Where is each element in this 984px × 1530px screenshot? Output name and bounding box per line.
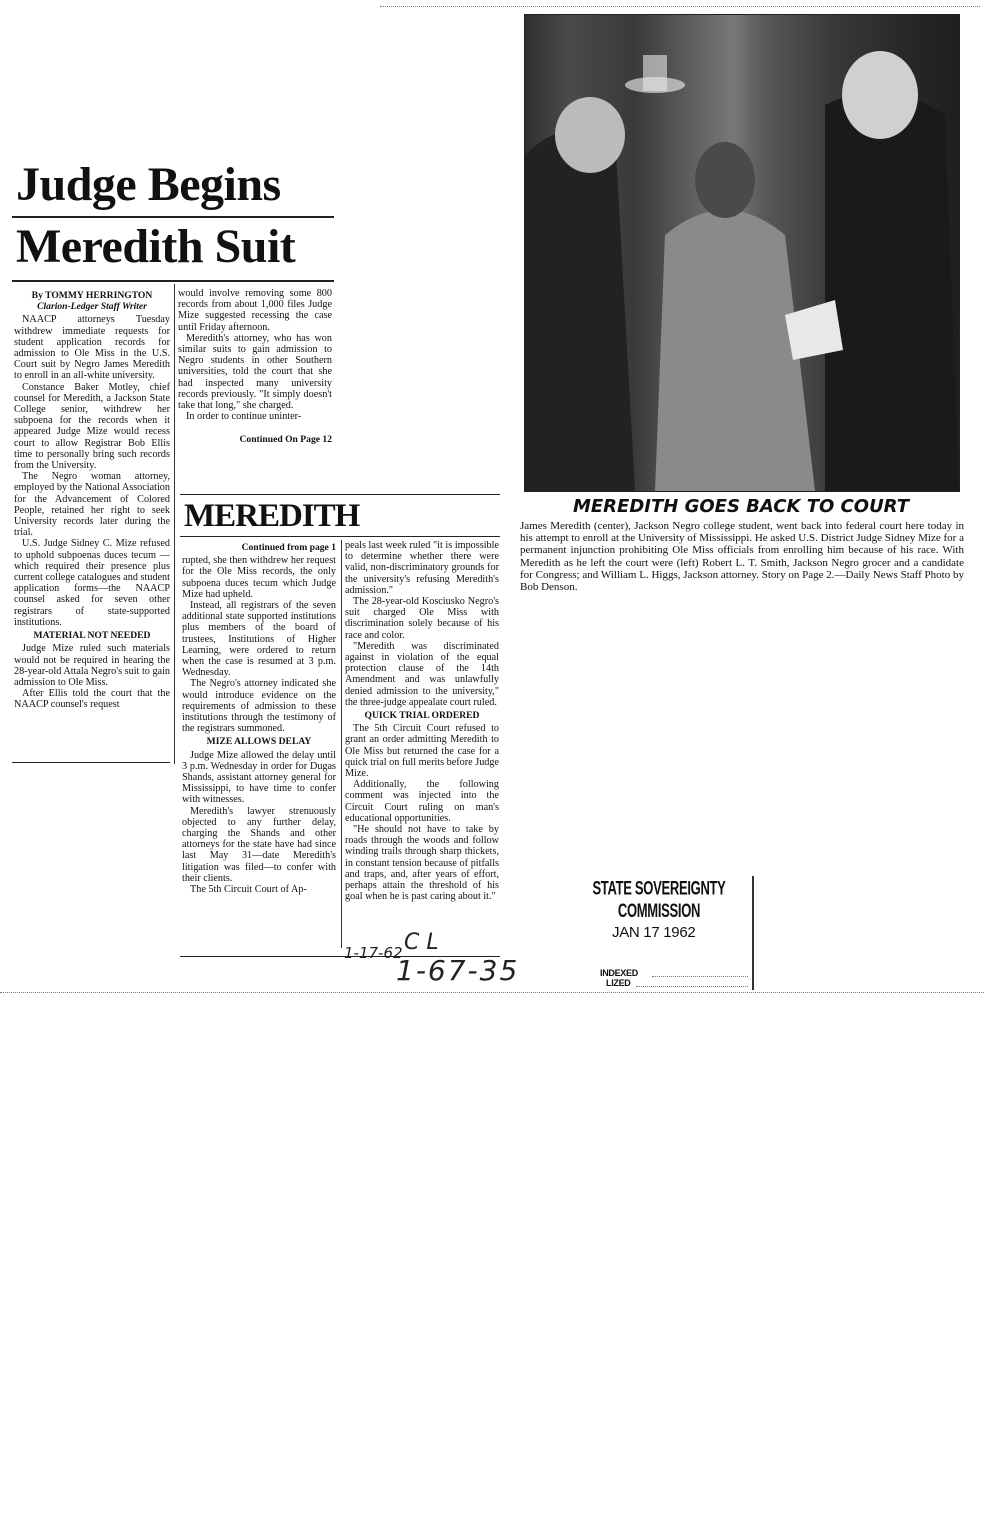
- subhead: MATERIAL NOT NEEDED: [33, 630, 151, 642]
- article-column-2: [178, 288, 332, 448]
- paragraph: "Meredith was discriminated against in violation of the equal protection clause of the 14th Amendment and was unlawfully denied admission to the university," the three-judge appealate court ruled.: [345, 640, 499, 708]
- paragraph: "He should not have to take by roads through the woods and follow winding trails through sharp thickets, in constant tension because of pitfalls and traps, and, after years of effort, perhaps attain the threshold of his goal when he is past caring about it.": [345, 824, 499, 903]
- headline-line-1: Judge Begins: [16, 158, 281, 211]
- paragraph: Instead, all registrars of the seven additional state supported institutions plus members of the board of trustees, Institutions of Higher Learning, were ordered to return when the case is resumed at 3 p.m. Wednesday.: [182, 600, 336, 679]
- paragraph: The 28-year-old Kosciusko Negro's suit charged Ole Miss with discrimination solely because of his race and color.: [345, 596, 499, 641]
- paragraph: peals last week ruled "it is impossible to determine whether there were valid, non-discriminatory grounds for the university's refusing Meredith's admission.": [345, 540, 499, 596]
- headline-line-2: Meredith Suit: [16, 220, 296, 273]
- paragraph: NAACP attorneys Tuesday withdrew immediate requests for student application records for admission to Ole Miss in the U.S. Court suit by Negro James Meredith to enroll in an all-white university.: [14, 314, 170, 382]
- byline: By TOMMY HERRINGTON: [31, 290, 153, 301]
- continuation-heading: MEREDITH: [184, 498, 360, 534]
- stamp-agency: STATE SOVEREIGNTY COMMISSION: [592, 876, 726, 922]
- paragraph: would involve removing some 800 records from about 1,000 files Judge Mize suggested recessing the case until Friday afternoon.: [178, 288, 332, 333]
- paragraph: In order to continue uninter-: [186, 411, 302, 423]
- handwritten-initials: C L: [404, 930, 439, 955]
- paragraph: After Ellis told the court that the NAACP counsel's request: [14, 688, 170, 711]
- continuation-column-a: [182, 540, 336, 895]
- handwritten-date: 1-17-62: [344, 944, 403, 962]
- paragraph: Meredith's lawyer strenuously objected to any further delay, charging the Shands and other attorneys for the state have had since last May 31—date Meredith's litigation was filed—to confer with their clients.: [182, 805, 336, 884]
- column-bottom-rule: [12, 762, 170, 763]
- paragraph: rupted, she then withdrew her request for the Ole Miss records, the only subpoena duces tecum which Judge Mize had upheld.: [182, 555, 336, 600]
- news-photo: [524, 14, 960, 492]
- continued-on: Continued On Page 12: [239, 434, 332, 446]
- stamp-filmed: LIZED: [606, 978, 631, 988]
- continued-from: Continued from page 1: [241, 542, 336, 553]
- paragraph: The 5th Circuit Court of Ap-: [190, 884, 307, 896]
- continuation-heading-rule: [180, 536, 500, 537]
- photo-figures: [525, 15, 959, 491]
- paragraph: Meredith's attorney, who has won similar suits to gain admission to Negro students in other Southern universities, told the court that she had inspected many university records previously. "It simply doesn't take that long," she charged.: [178, 332, 332, 412]
- headline-bottom-rule: [12, 280, 334, 282]
- paragraph: The Negro woman attorney, employed by the National Association for the Advancement of Colored People, retained her right to seek University records later during the trial.: [14, 471, 170, 539]
- column-rule: [341, 540, 342, 948]
- stamp-date: JAN 17 1962: [612, 924, 696, 941]
- paragraph: Judge Mize allowed the delay until 3 p.m. Wednesday in order for Dugas Shands, assistant attorney general for Mississippi, to have time to confer with witnesses.: [182, 749, 336, 806]
- paragraph: The 5th Circuit Court refused to grant an order admitting Meredith to Ole Miss but returned the case for a quick trial on full merits before Judge Mize.: [345, 723, 499, 780]
- commission-stamp: [566, 876, 754, 990]
- article-column-1: [14, 288, 170, 711]
- byline-org: Clarion-Ledger Staff Writer: [37, 301, 147, 313]
- handwritten-file-number: 1-67-35: [396, 954, 520, 987]
- continuation-column-b: [345, 540, 499, 903]
- paragraph: Constance Baker Motley, chief counsel for Meredith, a Jackson State College senior, withdrew her subpoena for the records when it appeared Judge Mize would recess court to allow Registrar Bob Ellis time to personally bring such records from the University.: [14, 381, 170, 472]
- subhead: MIZE ALLOWS DELAY: [206, 736, 312, 748]
- subhead: QUICK TRIAL ORDERED: [364, 710, 480, 722]
- stamp-indexed: INDEXED: [600, 968, 638, 978]
- column-rule: [174, 284, 175, 764]
- paragraph: The Negro's attorney indicated she would introduce evidence on the requirements of admission to these institutions through the testimony of the registrars summoned.: [182, 678, 336, 735]
- caption-title: MEREDITH GOES BACK TO COURT: [572, 496, 910, 517]
- stamp-indexed-line: [652, 976, 748, 977]
- paragraph: U.S. Judge Sidney C. Mize refused to uphold subpoenas duces tecum — which required their presence plus current college catalogues and student application forms—the NAACP counsel asked for seven other registrars of state-supported institutions.: [14, 538, 170, 628]
- scan-edge-top: [380, 6, 980, 7]
- headline-divider: [12, 216, 334, 218]
- paragraph: Judge Mize ruled such materials would not be required in hearing the 28-year-old Attala Negro's suit to gain admission to Ole Miss.: [14, 643, 170, 688]
- paragraph: Additionally, the following comment was injected into the Circuit Court ruling on man's educational opportunities.: [345, 779, 499, 824]
- caption-text: James Meredith (center), Jackson Negro college student, went back into federal court here today in his attempt to enroll at the University of Mississippi. He asked U.S. District Judge Sidney Mize for a permanent injunction prohibiting Ole Miss officials from enrolling him because of his race. With Meredith as he left the court were (left) Robert L. T. Smith, Jackson Negro grocer and a candidate for Congress; and William L. Higgs, Jackson attorney. Story on Page 2.—Daily News Staff Photo by Bob Denson.: [520, 520, 964, 594]
- stamp-filmed-line: [636, 986, 748, 987]
- continuation-top-rule: [180, 494, 500, 495]
- scan-edge-bottom: [0, 992, 984, 993]
